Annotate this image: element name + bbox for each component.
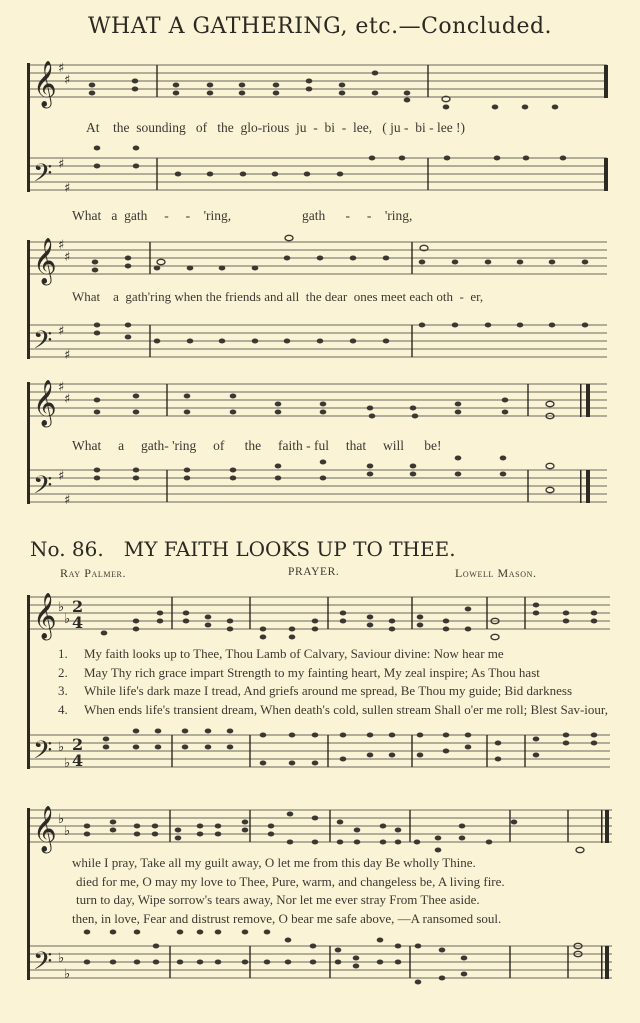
svg-text:𝄞: 𝄞 xyxy=(33,61,57,107)
svg-text:2: 2 xyxy=(72,597,84,616)
svg-text:♭: ♭ xyxy=(64,612,71,627)
svg-text:𝄞: 𝄞 xyxy=(33,238,57,284)
svg-text:♯: ♯ xyxy=(64,250,71,265)
svg-text:♭: ♭ xyxy=(64,967,71,982)
svg-text:♭: ♭ xyxy=(58,740,65,755)
hymn-title: MY FAITH LOOKS UP TO THEE. xyxy=(123,537,456,561)
svg-text:𝄢: 𝄢 xyxy=(33,736,53,771)
verses-block-2 xyxy=(72,854,505,928)
svg-text:♯: ♯ xyxy=(64,392,71,407)
svg-text:♯: ♯ xyxy=(64,493,71,508)
svg-text:♯: ♯ xyxy=(58,61,65,76)
composer-credit: Lowell Mason. xyxy=(455,566,537,580)
svg-text:𝄞: 𝄞 xyxy=(33,806,57,852)
svg-text:4: 4 xyxy=(72,613,84,632)
lyric-line: What a gath- 'ring of the faith - ful that will be! xyxy=(72,438,442,453)
hymn-number: No. 86. xyxy=(30,537,104,561)
svg-text:𝄞: 𝄞 xyxy=(33,380,57,426)
verse-line: turn to day, Wipe sorrow's tears away, Nor let me ever stray From Thee aside. xyxy=(76,892,480,907)
svg-text:♯: ♯ xyxy=(58,157,65,172)
verse-line: 4. When ends life's transient dream, When death's cold, sullen stream Shall o'er me roll; Blest Sav-iour, xyxy=(58,701,608,717)
svg-text:♭: ♭ xyxy=(64,756,71,771)
verse-line: 1. My faith looks up to Thee, Thou Lamb of Calvary, Saviour divine: Now hear me xyxy=(58,646,504,661)
verses-block-1 xyxy=(58,645,608,719)
svg-text:𝄢: 𝄢 xyxy=(33,471,53,506)
staff-lines xyxy=(30,65,612,978)
verse-line: 3. While life's dark maze I tread, And griefs around me spread, Be Thou my guide; Bid darkness xyxy=(58,683,573,698)
tune-name: PRAYER. xyxy=(288,566,340,578)
verse-line: 2. May Thy rich grace impart Strength to my fainting heart, My zeal inspire; As Thou hast xyxy=(58,664,540,680)
svg-text:4: 4 xyxy=(72,751,84,770)
verse-line: died for me, O may my love to Thee, Pure, warm, and changeless be, A living fire. xyxy=(76,873,505,889)
verse-line: then, in love, Fear and distrust remove, O bear me safe above, —A ransomed soul. xyxy=(72,910,502,926)
svg-text:♭: ♭ xyxy=(64,824,71,839)
verse-line: while I pray, Take all my guilt away, O let me from this day Be wholly Thine. xyxy=(72,855,476,870)
hymn-heading xyxy=(30,537,456,561)
svg-text:♯: ♯ xyxy=(64,348,71,363)
svg-text:2: 2 xyxy=(72,735,84,754)
svg-text:♯: ♯ xyxy=(58,380,65,395)
svg-text:♯: ♯ xyxy=(58,469,65,484)
page-heading: WHAT A GATHERING, etc.—Concluded. xyxy=(87,14,553,39)
lyric-line: What a gath - - 'ring, gath - - 'ring, xyxy=(72,208,413,223)
svg-text:♯: ♯ xyxy=(64,73,71,88)
svg-text:𝄢: 𝄢 xyxy=(33,947,53,982)
svg-text:♯: ♯ xyxy=(64,181,71,196)
svg-text:♭: ♭ xyxy=(58,600,65,615)
svg-text:♭: ♭ xyxy=(58,951,65,966)
svg-text:𝄢: 𝄢 xyxy=(33,159,53,194)
svg-text:𝄢: 𝄢 xyxy=(33,326,53,361)
author-credit: Ray Palmer. xyxy=(60,566,127,580)
svg-text:♭: ♭ xyxy=(58,812,65,827)
lyric-line: What a gath'ring when the friends and all the dear ones meet each oth - er, xyxy=(72,289,484,304)
lyric-line: At the sounding of the glo-rious ju - bi - lee, ( ju - bi - lee !) xyxy=(86,120,466,135)
svg-text:𝄞: 𝄞 xyxy=(33,593,57,639)
svg-text:♯: ♯ xyxy=(58,324,65,339)
svg-text:♯: ♯ xyxy=(58,238,65,253)
